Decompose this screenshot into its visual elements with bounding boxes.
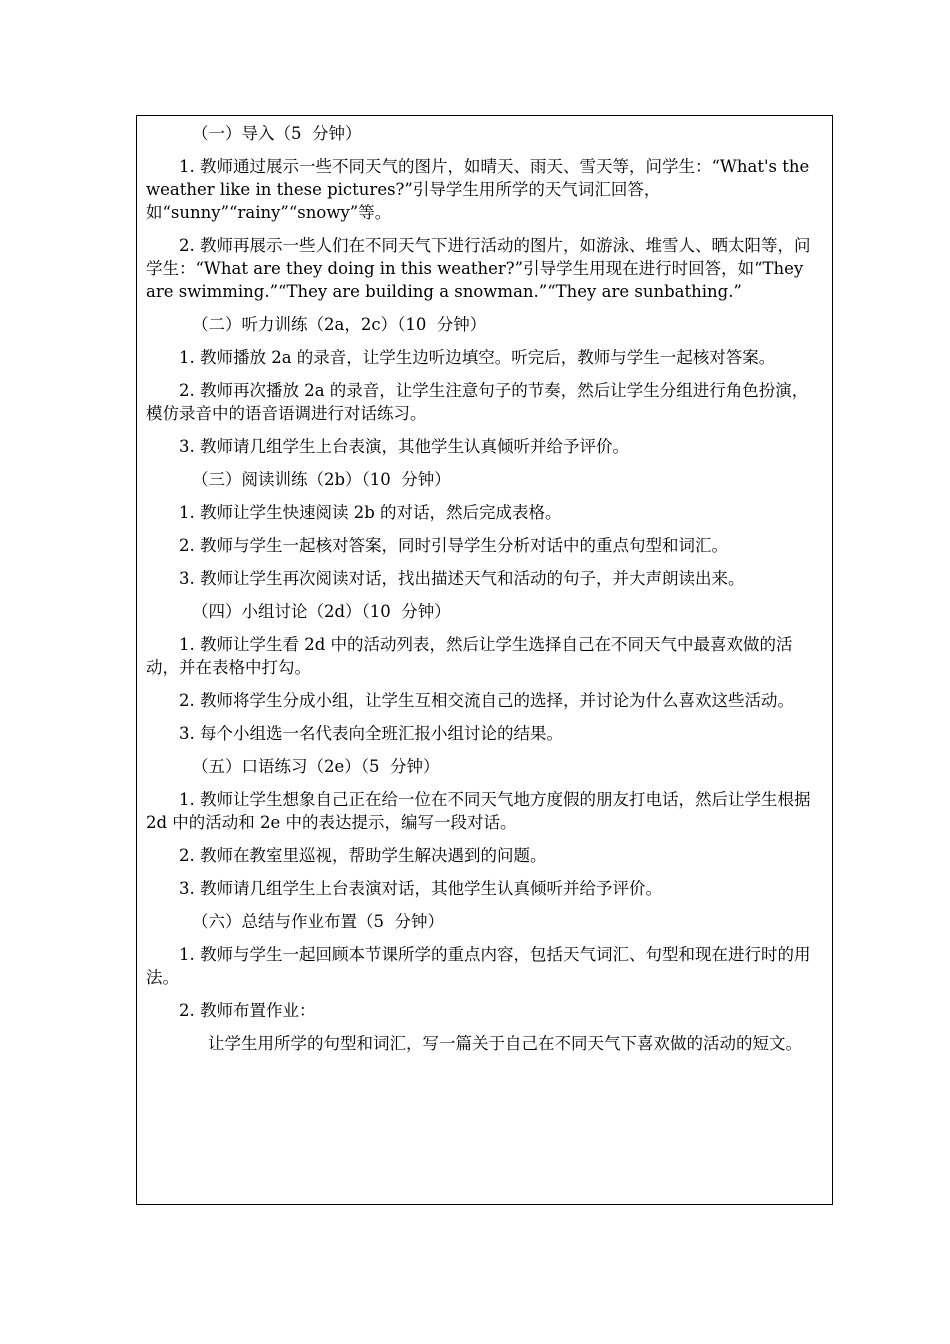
list-item: 2. 教师将学生分成小组，让学生互相交流自己的选择，并讨论为什么喜欢这些活动。 (179, 691, 794, 710)
list-item: 3. 教师请几组学生上台表演对话，其他学生认真倾听并给予评价。 (179, 879, 662, 898)
list-item: 1. 教师播放 2a 的录音，让学生边听边填空。听完后，教师与学生一起核对答案。 (179, 348, 776, 367)
section-heading: （六）总结与作业布置（5 分钟） (192, 912, 444, 931)
homework-text: 让学生用所学的句型和词汇，写一篇关于自己在不同天气下喜欢做的活动的短文。 (208, 1034, 802, 1053)
list-item: 1. 教师让学生想象自己正在给一位在不同天气地方度假的朋友打电话，然后让学生根据 2d 中的活动和 2e 中的表达提示，编写一段对话。 (146, 790, 816, 832)
section-heading: （五）口语练习（2e）（5 分钟） (192, 757, 440, 776)
list-item: 1. 教师通过展示一些不同天气的图片，如晴天、雨天、雪天等，问学生：“What's the weather like in these pictures?”引导学生用所学的天气词汇回答，如“sunny”“rainy”“snowy”等。 (146, 157, 815, 222)
section-heading: （二）听力训练（2a，2c）（10 分钟） (192, 315, 487, 334)
section-heading: （一）导入（5 分钟） (192, 124, 362, 143)
list-item: 2. 教师再展示一些人们在不同天气下进行活动的图片，如游泳、堆雪人、晒太阳等，问学生：“What are they doing in this weather?”引导学生用现在进行时回答，如“They are swimming.”“They are building a snowman.”“They are sunbathing.” (146, 236, 811, 301)
list-item: 3. 教师请几组学生上台表演，其他学生认真倾听并给予评价。 (179, 437, 629, 456)
section-heading: （四）小组讨论（2d）（10 分钟） (192, 602, 451, 621)
list-item: 1. 教师让学生快速阅读 2b 的对话，然后完成表格。 (179, 503, 562, 522)
lesson-plan-box (136, 115, 833, 1205)
list-item: 2. 教师布置作业： (179, 1001, 316, 1020)
list-item: 2. 教师与学生一起核对答案，同时引导学生分析对话中的重点句型和词汇。 (179, 536, 728, 555)
list-item: 1. 教师与学生一起回顾本节课所学的重点内容，包括天气词汇、句型和现在进行时的用法。 (146, 945, 811, 987)
list-item: 3. 教师让学生再次阅读对话，找出描述天气和活动的句子，并大声朗读出来。 (179, 569, 745, 588)
list-item: 2. 教师再次播放 2a 的录音，让学生注意句子的节奏，然后让学生分组进行角色扮演，模仿录音中的语音语调进行对话练习。 (146, 381, 809, 423)
list-item: 2. 教师在教室里巡视，帮助学生解决遇到的问题。 (179, 846, 547, 865)
section-heading: （三）阅读训练（2b）（10 分钟） (192, 470, 451, 489)
list-item: 3. 每个小组选一名代表向全班汇报小组讨论的结果。 (179, 724, 563, 743)
list-item: 1. 教师让学生看 2d 中的活动列表，然后让学生选择自己在不同天气中最喜欢做的活动，并在表格中打勾。 (146, 635, 793, 677)
